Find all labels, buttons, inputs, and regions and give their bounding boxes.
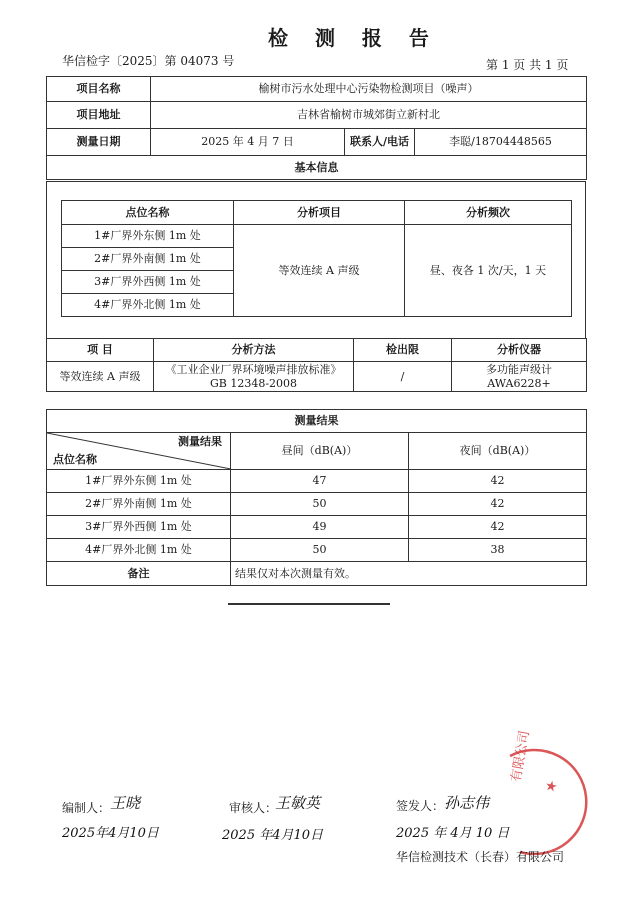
page-info: 第 1 页 共 1 页 — [486, 58, 569, 72]
company-name: 华信检测技术（长春）有限公司 — [396, 850, 565, 864]
results-col-day: 昼间（dB(A)） — [231, 433, 409, 470]
results-point: 1#厂界外东侧 1m 处 — [47, 470, 231, 493]
measure-date-label: 测量日期 — [47, 129, 151, 156]
results-day: 50 — [231, 539, 409, 562]
method-table — [46, 338, 587, 392]
results-night: 42 — [409, 470, 587, 493]
reviewer-label: 审核人： — [229, 801, 278, 815]
method-standard-code: GB 12348-2008 — [209, 376, 298, 390]
results-day: 49 — [231, 516, 409, 539]
method-col-instrument: 分析仪器 — [452, 339, 587, 362]
results-corner-top: 测量结果 — [178, 435, 222, 448]
stamp-text: 有限公司 — [508, 729, 533, 784]
basic-col-point: 点位名称 — [62, 201, 234, 225]
company-stamp-icon — [480, 742, 600, 862]
issuer-signature: 孙志伟 — [444, 794, 490, 812]
method-col-limit: 检出限 — [354, 339, 452, 362]
results-corner-cell — [47, 433, 231, 470]
compiler-date: 2025年4月10日 — [62, 826, 159, 841]
reviewer-signature: 王敏英 — [275, 794, 321, 812]
basic-freq: 昼、夜各 1 次/天，1 天 — [405, 225, 572, 317]
results-point: 4#厂界外北侧 1m 处 — [47, 539, 231, 562]
basic-point: 3#厂界外西侧 1m 处 — [62, 271, 234, 294]
project-info-table — [46, 76, 587, 180]
project-address: 吉林省榆树市城郊街立新村北 — [151, 102, 587, 129]
method-instrument: 多功能声级计 AWA6228+ — [452, 362, 587, 392]
method-standard-name: 《工业企业厂界环境噪声排放标准》 — [165, 362, 342, 376]
results-point: 3#厂界外西侧 1m 处 — [47, 516, 231, 539]
compiler-label: 编制人： — [62, 801, 111, 815]
measure-date: 2025 年 4 月 7 日 — [151, 129, 345, 156]
reviewer-date: 2025 年4月10日 — [222, 828, 324, 843]
results-corner-bottom: 点位名称 — [53, 453, 97, 466]
issuer-date: 2025 年 4月 10 日 — [396, 826, 510, 841]
results-day: 50 — [231, 493, 409, 516]
results-night: 42 — [409, 493, 587, 516]
project-address-label: 项目地址 — [47, 102, 151, 129]
remark-text: 结果仅对本次测量有效。 — [231, 562, 587, 586]
basic-point: 1#厂界外东侧 1m 处 — [62, 225, 234, 248]
basic-point: 2#厂界外南侧 1m 处 — [62, 248, 234, 271]
method-col-method: 分析方法 — [154, 339, 354, 362]
basic-info-heading: 基本信息 — [47, 156, 587, 180]
issuer-label: 签发人： — [396, 799, 445, 813]
method-standard — [154, 362, 354, 392]
results-night: 42 — [409, 516, 587, 539]
basic-col-freq: 分析频次 — [405, 201, 572, 225]
svg-text:★: ★ — [541, 777, 562, 796]
compiler-signature: 王晓 — [110, 794, 141, 812]
project-name: 榆树市污水处理中心污染物检测项目（噪声） — [151, 77, 587, 102]
results-day: 47 — [231, 470, 409, 493]
results-point: 2#厂界外南侧 1m 处 — [47, 493, 231, 516]
basic-item: 等效连续 A 声级 — [234, 225, 405, 317]
contact-label: 联系人/电话 — [345, 129, 415, 156]
basic-info-table — [61, 200, 572, 317]
report-title: 检 测 报 告 — [268, 26, 439, 50]
method-limit: / — [354, 362, 452, 392]
basic-col-item: 分析项目 — [234, 201, 405, 225]
method-item: 等效连续 A 声级 — [47, 362, 154, 392]
results-col-night: 夜间（dB(A)） — [409, 433, 587, 470]
results-table — [46, 409, 587, 586]
results-heading: 测量结果 — [47, 410, 587, 433]
contact-value: 李聪/18704448565 — [415, 129, 587, 156]
method-col-item: 项 目 — [47, 339, 154, 362]
results-night: 38 — [409, 539, 587, 562]
end-line — [228, 603, 390, 605]
report-number: 华信检字〔2025〕第 04073 号 — [62, 54, 235, 68]
remark-label: 备注 — [47, 562, 231, 586]
basic-point: 4#厂界外北侧 1m 处 — [62, 294, 234, 317]
project-name-label: 项目名称 — [47, 77, 151, 102]
